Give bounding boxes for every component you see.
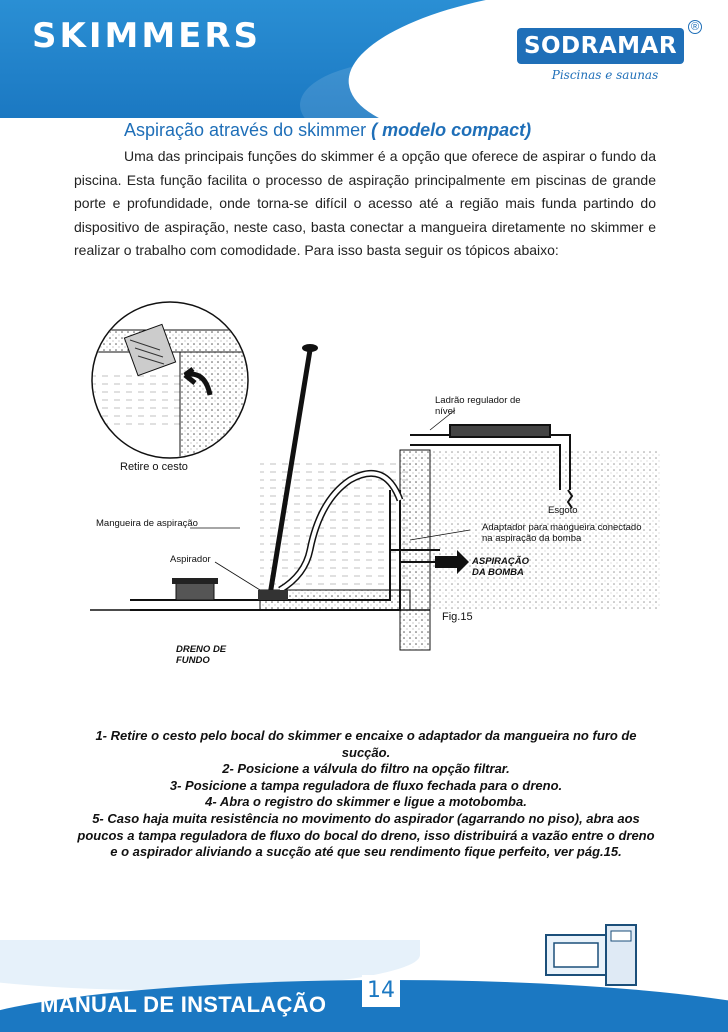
heading-text: Aspiração através do skimmer: [124, 120, 367, 140]
brand-tagline: Piscinas e saunas: [551, 68, 659, 82]
label-dreno: DRENO DE FUNDO: [176, 644, 227, 666]
figure-15: [90, 300, 660, 680]
registered-mark: ®: [688, 20, 702, 34]
brand-logo: SODRAMAR: [517, 28, 684, 64]
label-retire-cesto: Retire o cesto: [120, 461, 188, 473]
skimmer-product-icon: [536, 915, 646, 995]
step-item: 5- Caso haja muita resistência no movimento do aspirador (agarrando no piso), abra aos poucos a tampa reguladora de fluxo do bocal do dreno, isso distribuirá a vazão entre o dreno e o aspirador aliviando a sucção até que seu rendimento fique perfeito, ver pág.15.: [77, 810, 655, 860]
section-title: SKIMMERS: [32, 16, 262, 56]
step-item: 3- Posicione a tampa reguladora de fluxo fechada para o dreno.: [169, 777, 563, 793]
step-item: 1- Retire o cesto pelo bocal do skimmer e encaixe o adaptador da mangueira no furo de sucção.: [95, 728, 637, 760]
page-number: 14: [362, 975, 400, 1007]
footer-title: MANUAL DE INSTALAÇÃO: [40, 992, 327, 1017]
label-esgoto: Esgoto: [548, 505, 578, 516]
step-item: 4- Abra o registro do skimmer e ligue a motobomba.: [205, 794, 527, 810]
label-adaptador: Adaptador para mangueira conectado na aspiração da bomba: [482, 522, 642, 544]
pool-section: [90, 450, 660, 650]
step-item: 2- Posicione a válvula do filtro na opção filtrar.: [222, 761, 510, 777]
intro-paragraph: Uma das principais funções do skimmer é a opção que oferece de aspirar o fundo da piscina. Esta função facilita o processo de aspiração principalmente em piscinas de grande porte e profundidade, onde torna-se difícil o acesso até a região mais funda partindo do dispositivo de aspiração, neste caso, basta conectar a mangueira diretamente no skimmer e realizar o trabalho com comodidade. Para isso basta seguir os tópicos abaixo:: [74, 148, 656, 259]
steps-list: [76, 728, 656, 861]
label-ladrao: Ladrão regulador de nível: [435, 395, 521, 417]
aspiration-diagram: [90, 300, 660, 680]
figure-caption: Fig.15: [442, 611, 473, 623]
label-mangueira: Mangueira de aspiração: [96, 518, 198, 529]
heading-model: ( modelo compact): [371, 120, 532, 140]
vacuum-head: [258, 590, 288, 600]
section-heading: [124, 120, 531, 141]
label-aspiracao-bomba: ASPIRAÇÃO DA BOMBA: [472, 556, 530, 578]
inset-basket-detail: [90, 302, 260, 462]
label-aspirador: Aspirador: [170, 554, 211, 565]
bottom-drain: [172, 578, 218, 600]
